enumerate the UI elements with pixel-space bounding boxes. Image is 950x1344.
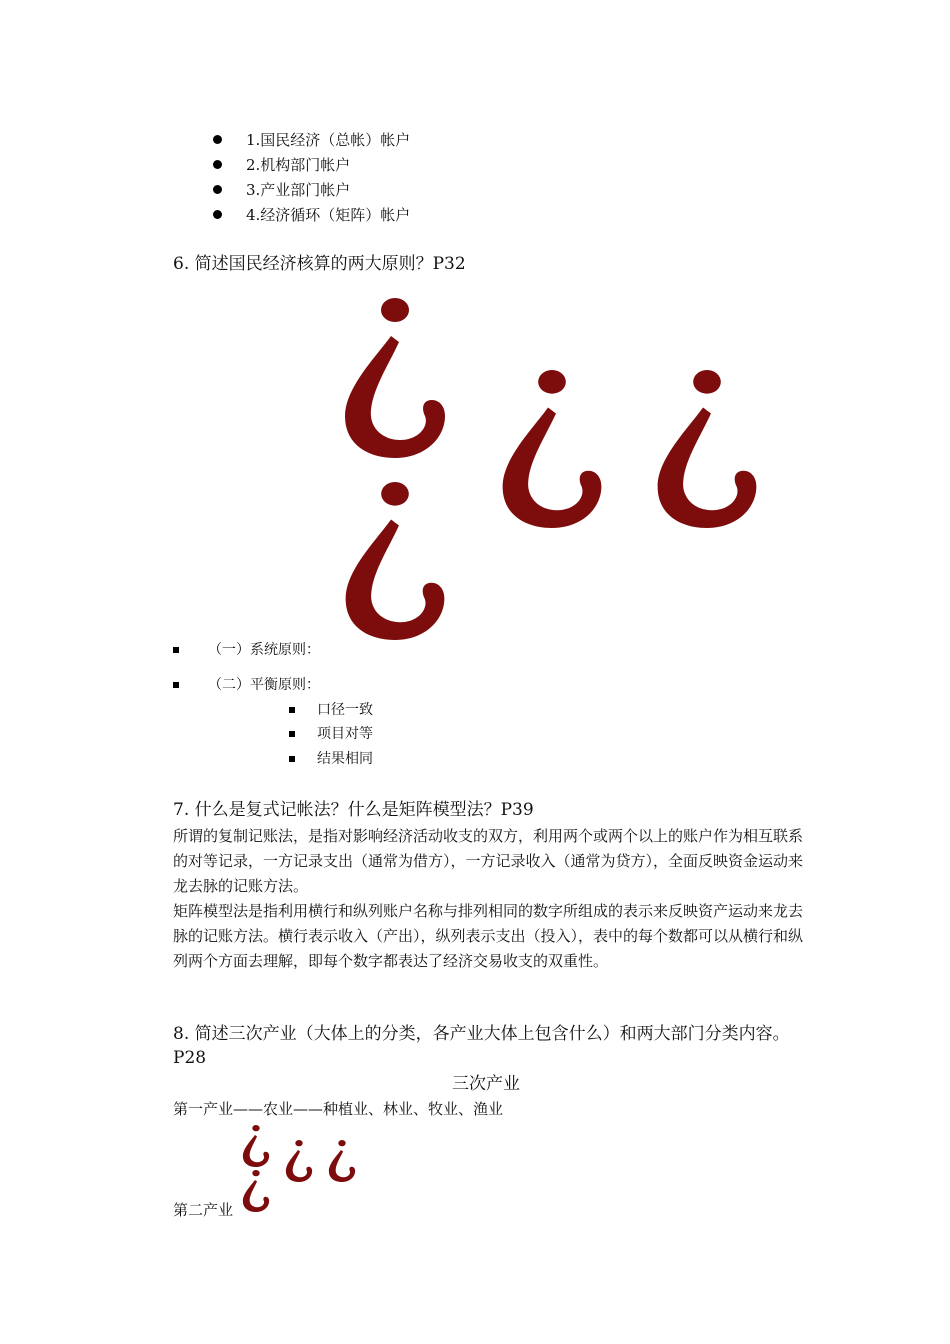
square-bullet-icon [173, 682, 179, 688]
square-bullet-icon [289, 731, 295, 737]
q7-heading: 7. 什么是复式记帐法？什么是矩阵模型法？P39 [173, 800, 534, 820]
list-item: 2.机构部门帐户 [213, 152, 410, 177]
inverted-question-mark-icon [657, 370, 757, 528]
inverted-question-mark-icon [345, 298, 445, 458]
bullet-icon [213, 160, 222, 169]
square-bullet-icon [289, 707, 295, 713]
list-item: 3.产业部门帐户 [213, 177, 410, 202]
inverted-question-mark-icon [241, 1125, 271, 1167]
inverted-question-mark-icon [327, 1140, 357, 1182]
square-bullet-icon [289, 756, 295, 762]
secondary-industry-label: 第二产业 [173, 1201, 234, 1219]
square-bullet-icon [173, 647, 179, 653]
q8-subtitle: 三次产业 [452, 1074, 520, 1094]
q7-paragraph-double-entry: 所谓的复制记账法，是指对影响经济活动收支的双方，利用两个或两个以上的账户作为相互联系的对等记录，一方记录支出（通常为借方），一方记录收入（通常为贷方），全面反映资金运动来龙去脉的记账方法。 [173, 827, 804, 895]
q6-heading: 6. 简述国民经济核算的两大原则？P32 [173, 254, 466, 274]
list-item: 1.国民经济（总帐）帐户 [213, 127, 410, 152]
inverted-question-mark-icon [502, 370, 602, 528]
inverted-question-mark-icon [345, 482, 445, 640]
balance-item: 项目对等 [289, 724, 373, 744]
bullet-icon [213, 185, 222, 194]
list-item: 4.经济循环（矩阵）帐户 [213, 202, 410, 227]
balance-item: 结果相同 [289, 749, 373, 769]
q7-paragraph-matrix: 矩阵模型法是指利用横行和纵列账户名称与排列相同的数字所组成的表示来反映资产运动来龙去脉的记账方法。横行表示收入（产出），纵列表示支出（投入），表中的每个数都可以从横行和纵列两个方面去理解，即每个数字都表达了经济交易收支的双重性。 [173, 902, 804, 970]
q8-heading: 8. 简述三次产业（大体上的分类，各产业大体上包含什么）和两大部门分类内容。P28 [173, 1024, 790, 1068]
accounts-list [213, 127, 410, 227]
principle-system: （一）系统原则： [173, 640, 320, 660]
primary-industry-line: 第一产业——农业——种植业、林业、牧业、渔业 [173, 1100, 504, 1118]
inverted-question-mark-icon [284, 1140, 314, 1182]
balance-item: 口径一致 [289, 700, 373, 720]
bullet-icon [213, 135, 222, 144]
bullet-icon [213, 210, 222, 219]
principle-balance: （二）平衡原则： [173, 675, 320, 695]
inverted-question-mark-icon [241, 1170, 271, 1212]
